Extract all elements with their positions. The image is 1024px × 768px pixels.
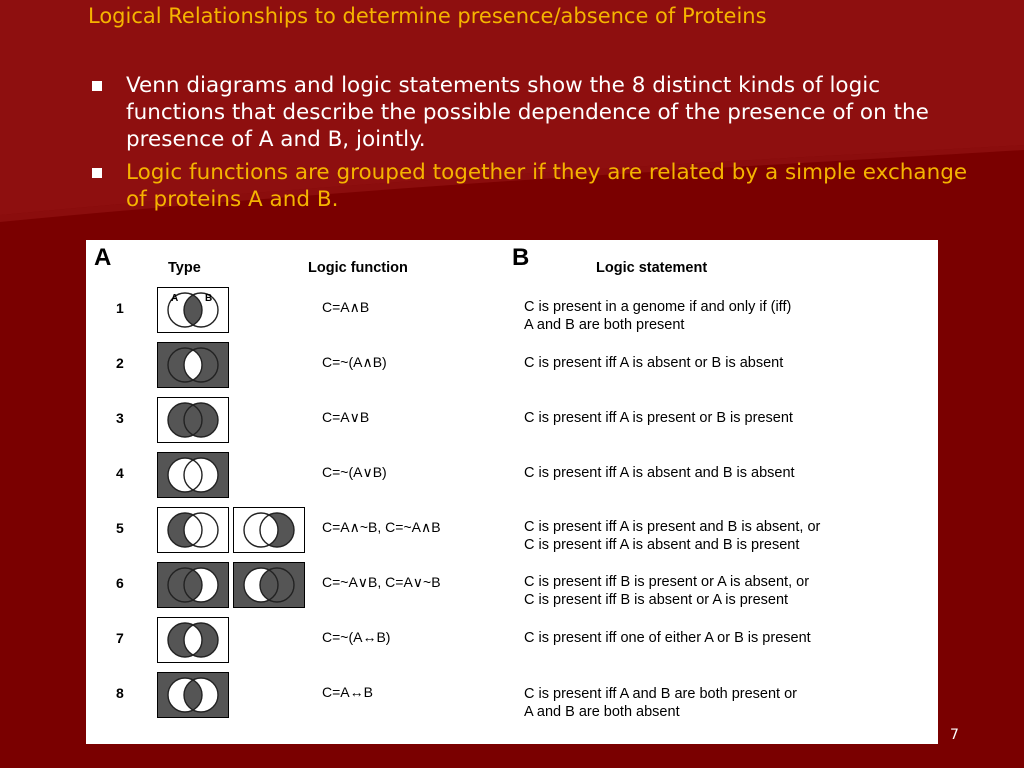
bullet-square-icon <box>92 168 102 178</box>
row-number: 2 <box>116 355 124 371</box>
logic-function: C=~(A∧B) <box>322 354 387 370</box>
table-row <box>86 669 938 724</box>
logic-statement <box>524 354 783 372</box>
venn-a-not-b-icon <box>157 507 229 553</box>
row-number: 1 <box>116 300 124 316</box>
page-number: 7 <box>950 727 959 743</box>
logic-statement <box>524 518 820 554</box>
row-number: 8 <box>116 685 124 701</box>
logic-function: C=~(A↔B) <box>322 629 391 645</box>
statement-line: C is present iff one of either A or B is present <box>524 630 811 646</box>
logic-function: C=A↔B <box>322 684 373 700</box>
row-number: 5 <box>116 520 124 536</box>
venn-xor-icon <box>157 617 229 663</box>
venn-not-a-or-b-icon <box>157 562 229 608</box>
row-number: 4 <box>116 465 124 481</box>
venn-label-b: B <box>205 293 213 304</box>
statement-line: C is present iff A is absent or B is absent <box>524 355 784 371</box>
venn-nor-icon <box>157 452 229 498</box>
venn-b-not-a-icon <box>233 507 305 553</box>
statement-line: C is present iff A and B are both present or <box>524 686 797 702</box>
venn-and-icon <box>157 287 229 333</box>
logic-statement <box>524 685 797 721</box>
statement-line: A and B are both present <box>524 317 685 333</box>
venn-label-a: A <box>171 293 179 304</box>
bullet-list <box>88 72 968 219</box>
logic-function: C=~A∨B, C=A∨~B <box>322 574 441 590</box>
logic-statement <box>524 298 791 334</box>
table-row <box>86 614 938 669</box>
logic-function: C=A∨B <box>322 409 370 425</box>
bullet-item <box>88 72 968 153</box>
logic-statement <box>524 629 811 647</box>
statement-line: C is present in a genome if and only if (iff) <box>524 299 792 315</box>
statement-line: A and B are both absent <box>524 704 680 720</box>
venn-nand-icon <box>157 342 229 388</box>
statement-line: C is present iff A is present and B is absent, or <box>524 519 821 535</box>
statement-line: C is present iff B is absent or A is present <box>524 592 789 608</box>
row-number: 6 <box>116 575 124 591</box>
panel-a-label: A <box>94 244 112 271</box>
venn-xnor-icon <box>157 672 229 718</box>
logic-function: C=~(A∨B) <box>322 464 387 480</box>
logic-function-header: Logic function <box>308 260 408 276</box>
row-number: 7 <box>116 630 124 646</box>
logic-statement <box>524 573 809 609</box>
logic-function: C=A∧B <box>322 299 370 315</box>
logic-statement <box>524 409 793 427</box>
statement-line: C is present iff B is present or A is absent, or <box>524 574 810 590</box>
table-row <box>86 504 938 559</box>
statement-line: C is present iff A is absent and B is present <box>524 537 800 553</box>
slide-title: Logical Relationships to determine presence/absence of Proteins <box>88 4 767 28</box>
logic-statement <box>524 464 795 482</box>
logic-function: C=A∧~B, C=~A∧B <box>322 519 441 535</box>
statement-line: C is present iff A is present or B is present <box>524 410 793 426</box>
row-number: 3 <box>116 410 124 426</box>
statement-line: C is present iff A is absent and B is absent <box>524 465 795 481</box>
panel-b-label: B <box>512 244 530 271</box>
logic-statement-header: Logic statement <box>596 260 708 276</box>
type-header: Type <box>168 260 201 276</box>
table-row <box>86 284 938 339</box>
bullet-text: Logic functions are grouped together if they are related by a simple exchange of proteins A and B. <box>126 160 968 212</box>
bullet-item <box>88 159 968 213</box>
table-row <box>86 339 938 394</box>
table-row <box>86 559 938 614</box>
venn-a-or-not-b-icon <box>233 562 305 608</box>
venn-or-icon <box>157 397 229 443</box>
table-row <box>86 449 938 504</box>
logic-function-figure <box>86 240 938 744</box>
bullet-square-icon <box>92 81 102 91</box>
bullet-text: Venn diagrams and logic statements show the 8 distinct kinds of logic functions that describe the possible dependence of the presence of on the presence of A and B, jointly. <box>126 73 929 152</box>
table-row <box>86 394 938 449</box>
